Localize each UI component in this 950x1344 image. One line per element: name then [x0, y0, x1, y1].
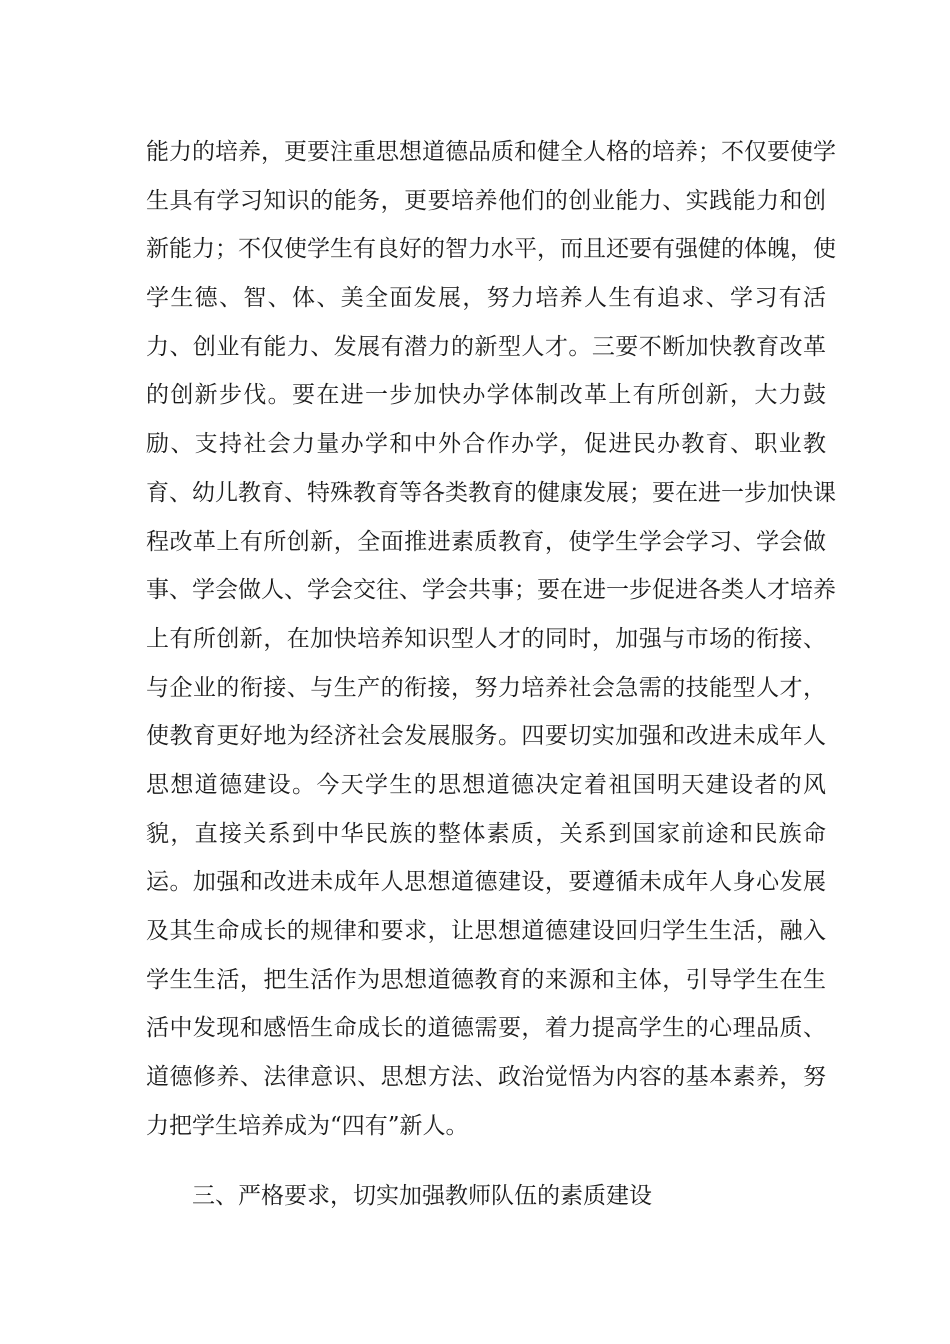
paragraph-line: 力把学生培养成为“四有”新人。 — [146, 1112, 469, 1139]
paragraph-line: 活中发现和感悟生命成长的道德需要，着力提高学生的心理品质、 — [146, 1015, 826, 1042]
paragraph-line: 上有所创新，在加快培养知识型人才的同时，加强与市场的衔接、 — [146, 625, 826, 652]
paragraph-line: 的创新步伐。要在进一步加快办学体制改革上有所创新，大力鼓 — [146, 382, 826, 409]
paragraph-line: 学生德、智、体、美全面发展，努力培养人生有追求、学习有活 — [146, 285, 826, 312]
paragraph-line: 励、支持社会力量办学和中外合作办学，促进民办教育、职业教 — [146, 431, 826, 458]
paragraph-line: 思想道德建设。今天学生的思想道德决定着祖国明天建设者的风 — [146, 771, 826, 798]
paragraph-line: 育、幼儿教育、特殊教育等各类教育的健康发展；要在进一步加快课 — [146, 479, 836, 506]
paragraph-line: 与企业的衔接、与生产的衔接，努力培养社会急需的技能型人才， — [146, 674, 826, 701]
paragraph-line: 新能力；不仅使学生有良好的智力水平，而且还要有强健的体魄，使 — [146, 236, 836, 263]
paragraph-line: 能力的培养，更要注重思想道德品质和健全人格的培养；不仅要使学 — [146, 139, 836, 165]
paragraph-line: 使教育更好地为经济社会发展服务。四要切实加强和改进未成年人 — [146, 723, 826, 750]
paragraph-line: 运。加强和改进未成年人思想道德建设，要遵循未成年人身心发展 — [146, 869, 826, 896]
paragraph-line: 学生生活，把生活作为思想道德教育的来源和主体，引导学生在生 — [146, 966, 826, 993]
body-paragraph — [146, 128, 836, 1150]
paragraph-line: 及其生命成长的规律和要求，让思想道德建设回归学生生活，融入 — [146, 918, 826, 944]
paragraph-line: 生具有学习知识的能务，更要培养他们的创业能力、实践能力和创 — [146, 187, 826, 214]
paragraph-line: 道德修养、法律意识、思想方法、政治觉悟为内容的基本素养，努 — [146, 1064, 826, 1091]
paragraph-line: 事、学会做人、学会交往、学会共事；要在进一步促进各类人才培养 — [146, 577, 836, 604]
section-heading: 三、严格要求，切实加强教师队伍的素质建设 — [192, 1183, 652, 1209]
paragraph-line: 程改革上有所创新，全面推进素质教育，使学生学会学习、学会做 — [146, 528, 826, 555]
paragraph-line: 貌，直接关系到中华民族的整体素质，关系到国家前途和民族命 — [146, 820, 826, 847]
paragraph-line: 力、创业有能力、发展有潜力的新型人才。三要不断加快教育改革 — [146, 333, 826, 360]
